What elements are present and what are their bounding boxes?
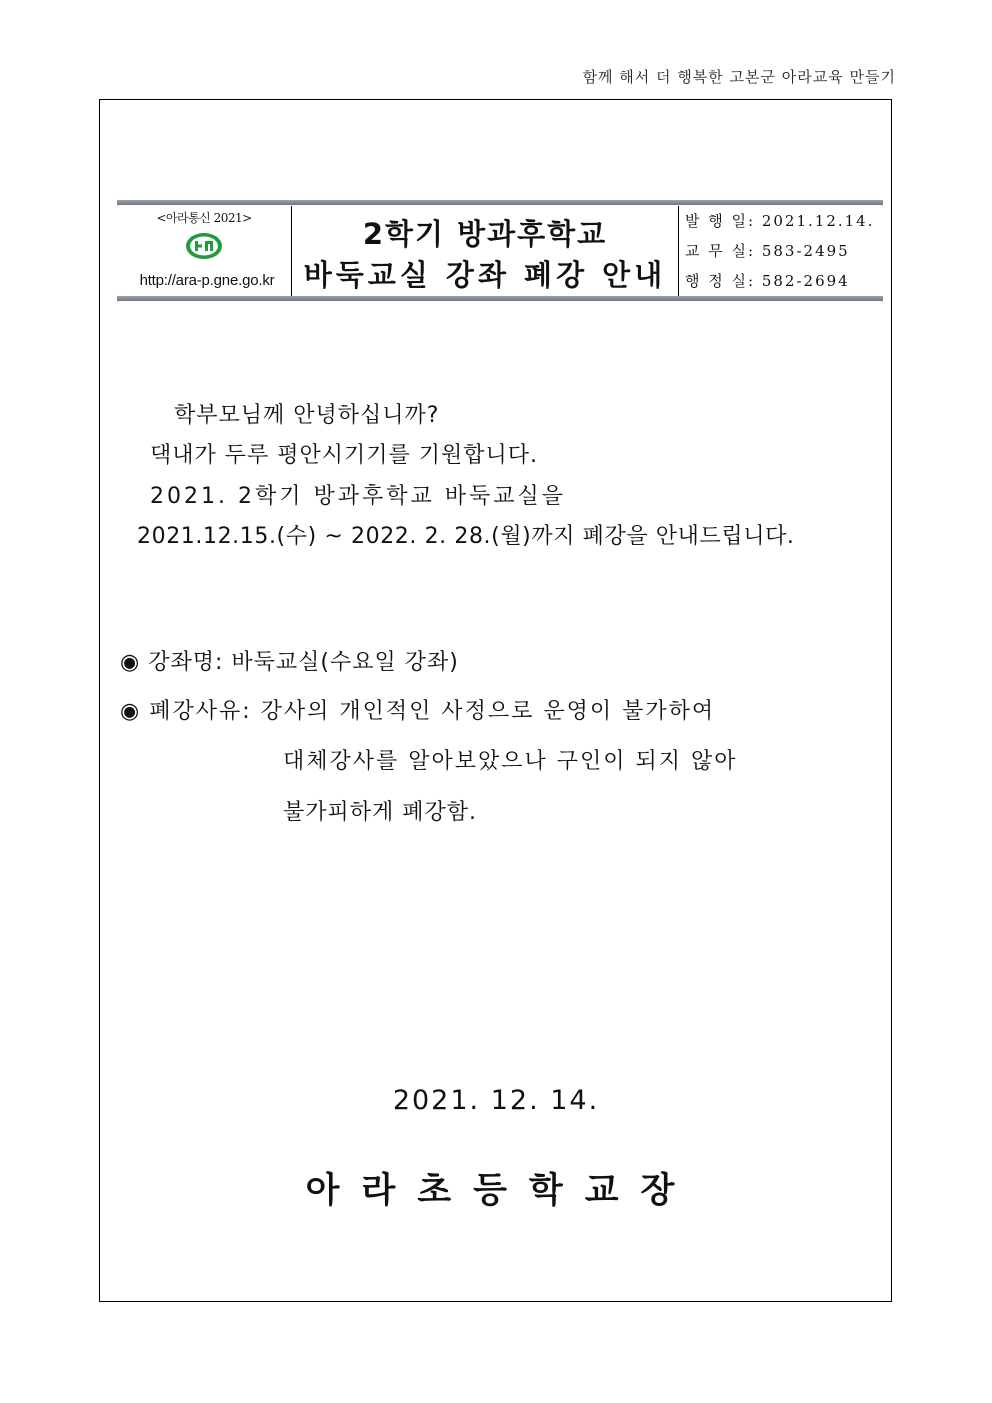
issue-label: <아라통신 2021> — [156, 211, 252, 225]
school-logo-icon — [185, 232, 223, 260]
office-phone: 교 무 실: 583-2495 — [685, 242, 850, 260]
masthead-info — [685, 206, 885, 296]
reason-line-2: 대체강사를 알아보았으나 구인이 되지 않아 — [283, 749, 738, 774]
intro-line: 2021. 2학기 방과후학교 바둑교실을 — [150, 484, 566, 509]
issue-date: 2021. 12. 14. — [392, 1085, 600, 1116]
masthead-top-rule — [117, 200, 883, 205]
reason-item — [120, 694, 715, 725]
bullet-icon: ◉ — [120, 650, 141, 675]
title-line-2: 바둑교실 강좌 폐강 안내 — [303, 258, 667, 292]
course-name: 강좌명: 바둑교실(수요일 강좌) — [148, 650, 459, 675]
masthead-left — [117, 206, 291, 296]
course-item — [120, 645, 459, 676]
masthead-bottom-rule — [117, 296, 883, 301]
school-website[interactable]: http://ara-p.gne.go.kr — [139, 272, 275, 289]
newsletter-masthead — [117, 200, 883, 302]
period-line: 2021.12.15.(수) ~ 2022. 2. 28.(월)까지 폐강을 안내드립니다. — [137, 524, 795, 549]
signer: 아라초등학교장 — [305, 1171, 697, 1211]
masthead-title — [293, 206, 677, 296]
reason-line-1: 폐강사유: 강사의 개인적인 사정으로 운영이 불가하여 — [149, 699, 716, 724]
admin-phone: 행 정 실: 582-2694 — [685, 272, 850, 290]
wish-line: 댁내가 두루 평안시기기를 기원합니다. — [150, 443, 539, 468]
masthead-divider — [678, 206, 679, 296]
greeting: 학부모님께 안녕하십니까? — [174, 403, 440, 428]
masthead-divider — [291, 206, 292, 296]
publish-date: 발 행 일: 2021.12.14. — [685, 212, 875, 230]
title-line-1: 2학기 방과후학교 — [362, 217, 608, 251]
reason-line-3: 불가피하게 폐강함. — [283, 800, 478, 825]
slogan: 함께 해서 더 행복한 고본군 아라교육 만들기 — [582, 68, 896, 86]
bullet-icon: ◉ — [120, 699, 142, 724]
